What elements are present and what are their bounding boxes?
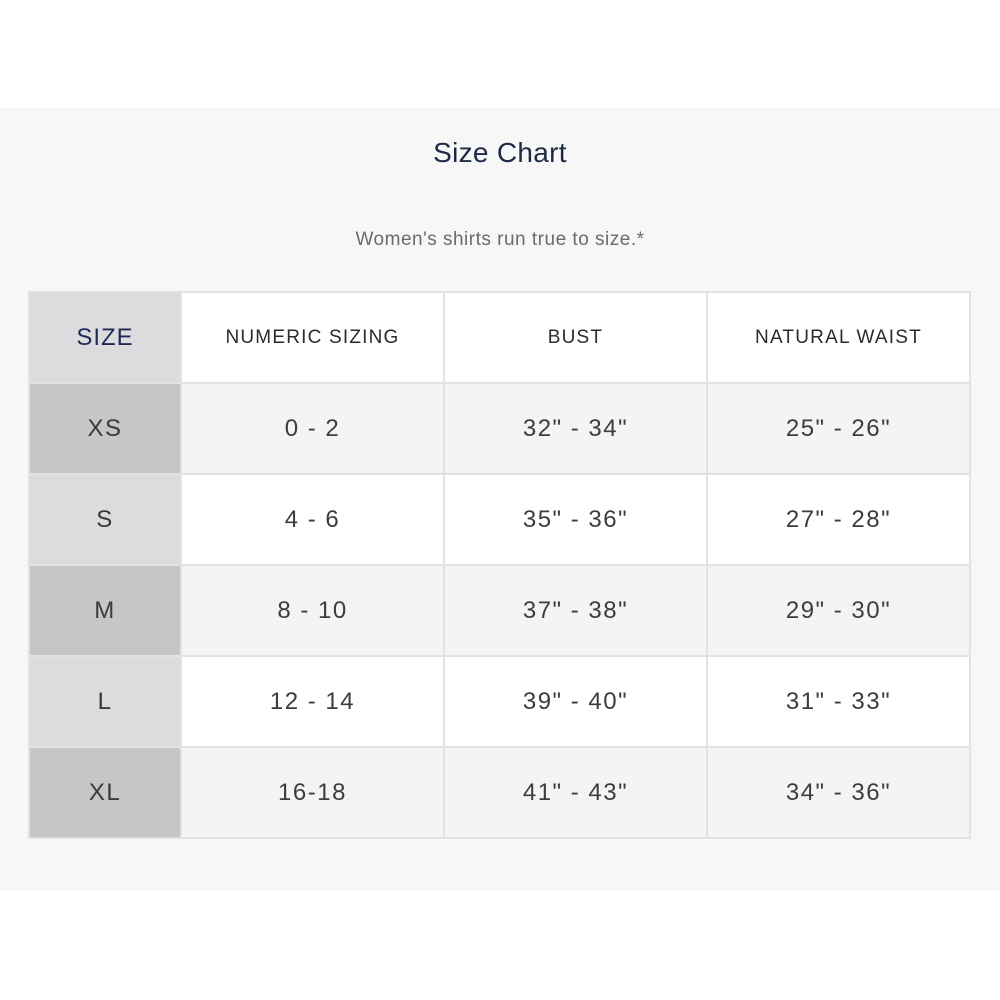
bust-cell: 32" - 34" (444, 383, 707, 474)
natural-waist-cell: 29" - 30" (707, 565, 970, 656)
table-row (29, 383, 970, 474)
natural-waist-cell: 25" - 26" (707, 383, 970, 474)
numeric-sizing-cell: 16-18 (181, 747, 444, 838)
table-row (29, 656, 970, 747)
bust-cell: 39" - 40" (444, 656, 707, 747)
header-size: SIZE (29, 292, 181, 383)
table-row (29, 747, 970, 838)
numeric-sizing-cell: 0 - 2 (181, 383, 444, 474)
size-cell: L (29, 656, 181, 747)
natural-waist-cell: 31" - 33" (707, 656, 970, 747)
table-row (29, 565, 970, 656)
table-row (29, 474, 970, 565)
page-title: Size Chart (433, 137, 567, 168)
header-bust: BUST (444, 292, 707, 383)
size-cell: XL (29, 747, 181, 838)
header-numeric-sizing: NUMERIC SIZING (181, 292, 444, 383)
natural-waist-cell: 27" - 28" (707, 474, 970, 565)
size-cell: S (29, 474, 181, 565)
bust-cell: 35" - 36" (444, 474, 707, 565)
natural-waist-cell: 34" - 36" (707, 747, 970, 838)
numeric-sizing-cell: 4 - 6 (181, 474, 444, 565)
numeric-sizing-cell: 12 - 14 (181, 656, 444, 747)
bust-cell: 37" - 38" (444, 565, 707, 656)
table-header-row (29, 292, 970, 383)
page-subtitle: Women's shirts run true to size.* (355, 229, 645, 250)
size-cell: M (29, 565, 181, 656)
size-chart-table (28, 291, 971, 839)
numeric-sizing-cell: 8 - 10 (181, 565, 444, 656)
size-cell: XS (29, 383, 181, 474)
header-natural-waist: NATURAL WAIST (707, 292, 970, 383)
bust-cell: 41" - 43" (444, 747, 707, 838)
